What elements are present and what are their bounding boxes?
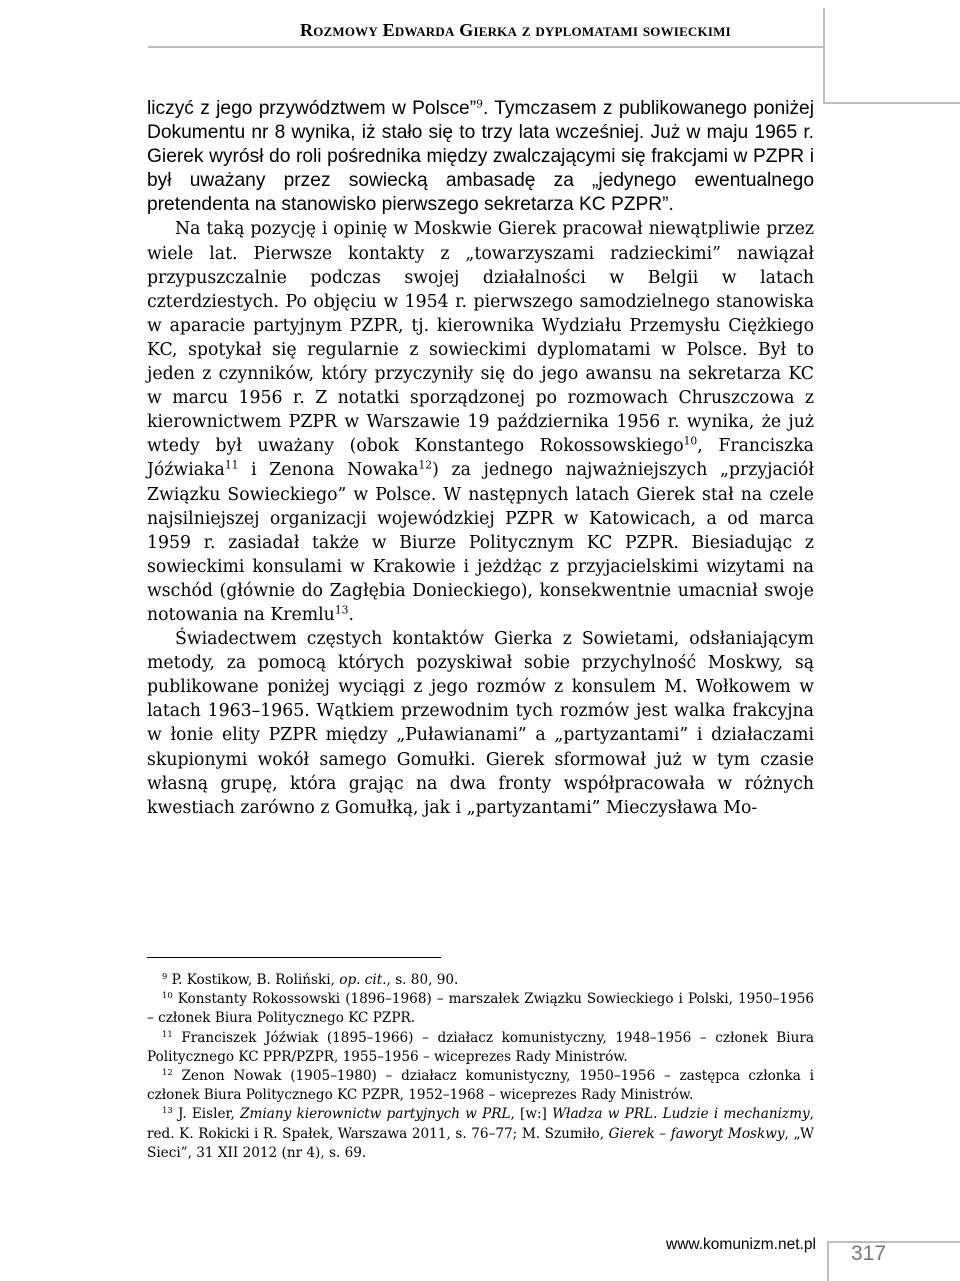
header-rule bbox=[148, 46, 823, 48]
footnote-12: $^{12}$ Zenon Nowak (1905–1980) – działacz komunistyczny, 1950–1956 – zastępca członka i członek Biura Politycznego KC PZPR, 1952–1968 – wiceprezes Rady Ministrów. bbox=[147, 1066, 814, 1104]
footnote-ref-13[interactable]: 13 bbox=[334, 603, 349, 617]
footer-url[interactable]: www.komunizm.net.pl bbox=[666, 1236, 816, 1253]
running-header: Rozmowy Edwarda Gierka z dyplomatami sowieckimi bbox=[300, 20, 731, 40]
page-number: 317 bbox=[851, 1242, 887, 1265]
paragraph-3: Świadectwem częstych kontaktów Gierka z Sowietami, odsłaniającym metody, za pomocą których pozyskiwał sobie przychylność Moskwy, są publikowane poniżej wyciągi z jego rozmów z konsulem M. Wołkowem w latach 1963–1965. Wątkiem przewodnim tych rozmów jest walka frakcyjna w łonie elity PZPR między „Puławianami” a „partyzantami” i działaczami skupionymi wokół samego Gomułki. Gierek sformował już w tym czasie własną grupę, która grając na dwa fronty współpracowała w różnych kwestiach zarówno z Gomułką, jak i „partyzantami” Mieczysława Mo- bbox=[147, 629, 814, 818]
page-number-box bbox=[827, 1241, 960, 1281]
footnote-ref-12[interactable]: 12 bbox=[418, 458, 433, 472]
header-tab-decoration bbox=[823, 8, 960, 104]
footnote-ref-9[interactable]: 9 bbox=[476, 97, 483, 111]
footnote-separator bbox=[147, 957, 441, 958]
footnote-9: $^9$ P. Kostikow, B. Roliński, op. cit., s. 80, 90. bbox=[162, 970, 459, 988]
footnote-ref-10[interactable]: 10 bbox=[683, 434, 698, 448]
main-text bbox=[147, 97, 814, 820]
footnote-10: $^{10}$ Konstanty Rokossowski (1896–1968) – marszałek Związku Sowieckiego i Polski, 1950–1956 – członek Biura Politycznego KC PZPR. bbox=[147, 990, 814, 1027]
footnote-11: $^{11}$ Franciszek Jóźwiak (1895–1966) – działacz komunistyczny, 1948–1956 – członek Biura Politycznego KC PPR/PZPR, 1955–1956 – wiceprezes Rady Ministrów. bbox=[147, 1028, 814, 1065]
footnote-ref-11[interactable]: 11 bbox=[224, 458, 239, 472]
footnote-13: $^{13}$ J. Eisler, Zmiany kierownictw partyjnych w PRL, [w:] Władza w PRL. Ludzie i mechanizmy, red. K. Rokicki i R. Spałek, Warszawa 2011, s. 76–77; M. Szumiło, Gierek – faworyt Moskwy, „W Sieci”, 31 XII 2012 (nr 4), s. 69. bbox=[147, 1105, 814, 1161]
paragraph-2: Na taką pozycję i opinię w Moskwie Gierek pracował niewątpliwie przez wiele lat. Pierwsze kontakty z „towarzyszami radzieckimi” nawiązał przypuszczalnie podczas swojej działalności w Belgii w latach czterdziestych. Po objęciu w 1954 r. pierwszego samodzielnego stanowiska w aparacie partyjnym PZPR, tj. kierownika Wydziału Przemysłu Ciężkiego KC, spotykał się regularnie z sowieckimi dyplomatami w Polsce. Był to jeden z czynników, który przyczyniły się do jego awansu na sekretarza KC w marcu 1956 r. Z notatki sporządzonej po rozmowach Chruszczowa z kierownictwem PZPR w Warszawie 19 października 1956 r. wynika, że już wtedy był uważany (obok Konstantego Rokossowskiego$^{10}$, Franciszka Jóźwiaka$^{11}$ i Zenona Nowaka$^{12}$) za jednego najważniejszych „przyjaciół Związku Sowieckiego” w Polsce. W następnych latach Gierek stał na czele najsilniejszej organizacji wojewódzkiej PZPR w Katowicach, a od marca 1959 r. zasiadał także w Biurze Politycznym KC PZPR. Biesiadując z sowieckimi konsulami w Krakowie i jeżdżąc z przyjacielskimi wizytami na wschód (głównie do Zagłębia Donieckiego), konsekwentnie umacniał swoje notowania na Kremlu$^{13}$. bbox=[147, 219, 814, 625]
footnotes bbox=[147, 971, 814, 1163]
paragraph-1: liczyć z jego przywództwem w Polsce”$^9$. Tymczasem z publikowanego poniżej Dokumentu nr 8 wynika, iż stało się to trzy lata wcześniej. Już w maju 1965 r. Gierek wyrósł do roli pośrednika między zwalczającymi się frakcjami w PZPR i był uważany przez sowiecką ambasadę za „jedynego ewentualnego pretendenta na stanowisko pierwszego sekretarza KC PZPR”. bbox=[147, 97, 814, 216]
